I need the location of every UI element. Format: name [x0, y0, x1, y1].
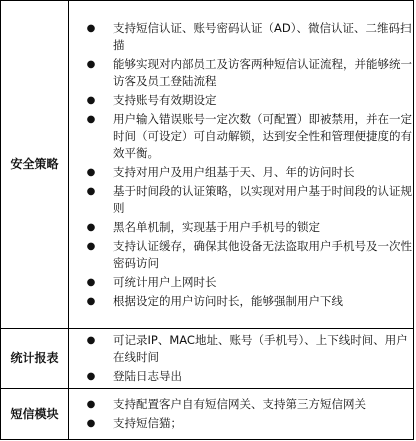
feature-item [69, 395, 413, 414]
feature-item [69, 414, 413, 433]
feature-text: 可记录IP、MAC地址、账号（手机号）、上下线时间、用户在线时间 [113, 333, 408, 364]
feature-text: 根据设定的用户访问时长，能够强制用户下线 [113, 293, 343, 308]
feature-item [69, 218, 413, 237]
feature-text: 支持短信认证、账号密码认证（AD）、微信认证、二维码扫描 [113, 20, 412, 52]
feature-text: 用户输入错误账号一定次数（可配置）即被禁用，并在一定时间（可设定）可自动解锁，达到安全性和管理便捷度的有效平衡。 [113, 111, 412, 160]
bullet-icon: ● [86, 94, 96, 106]
bullet-icon: ● [86, 221, 96, 233]
bullet-icon: ● [86, 113, 96, 125]
section-content [69, 329, 414, 389]
spec-table-body [1, 1, 414, 440]
bullet-icon: ● [86, 240, 96, 252]
feature-text: 支持配置客户自有短信网关、支持第三方短信网关 [113, 397, 366, 411]
feature-text: 能够实现对内部员工及访客两种短信认证流程，并能够统一访客及员工登陆流程 [113, 56, 412, 88]
feature-item [69, 55, 413, 91]
feature-item [69, 237, 413, 273]
feature-text: 黑名单机制，实现基于用户手机号的锁定 [113, 219, 320, 234]
feature-item [69, 110, 413, 163]
feature-text: 基于时间段的认证策略，以实现对用户基于时间段的认证规则 [113, 183, 412, 215]
feature-item [69, 91, 413, 110]
feature-text: 支持对用户及用户组基于天、月、年的访问时长 [113, 164, 355, 179]
feature-text: 登陆日志导出 [113, 369, 182, 383]
feature-item [69, 19, 413, 55]
section-content [69, 389, 414, 440]
bullet-icon: ● [86, 295, 96, 307]
feature-list [69, 395, 413, 433]
section-row [1, 389, 414, 440]
feature-item [69, 292, 413, 311]
section-row [1, 1, 414, 329]
bullet-icon: ● [86, 418, 96, 429]
bullet-icon: ● [86, 399, 96, 410]
feature-list [69, 19, 413, 311]
bullet-icon: ● [86, 335, 96, 346]
section-title: 短信模块 [1, 389, 69, 440]
feature-item [69, 163, 413, 182]
bullet-icon: ● [86, 185, 96, 197]
section-row [1, 329, 414, 389]
feature-text: 支持账号有效期设定 [113, 92, 217, 107]
bullet-icon: ● [86, 22, 96, 34]
feature-item [69, 273, 413, 292]
bullet-icon: ● [86, 371, 96, 382]
feature-list [69, 331, 413, 386]
feature-item [69, 331, 413, 367]
feature-text: 支持认证缓存，确保其他设备无法盗取用户手机号及一次性密码访问 [113, 238, 412, 270]
feature-item [69, 182, 413, 218]
section-content [69, 1, 414, 329]
bullet-icon: ● [86, 58, 96, 70]
feature-text: 支持短信猫； [113, 416, 182, 430]
feature-item [69, 367, 413, 386]
bullet-icon: ● [86, 276, 96, 288]
feature-text: 可统计用户上网时长 [113, 274, 217, 289]
section-title: 统计报表 [1, 329, 69, 389]
bullet-icon: ● [86, 166, 96, 178]
section-title: 安全策略 [1, 1, 69, 329]
